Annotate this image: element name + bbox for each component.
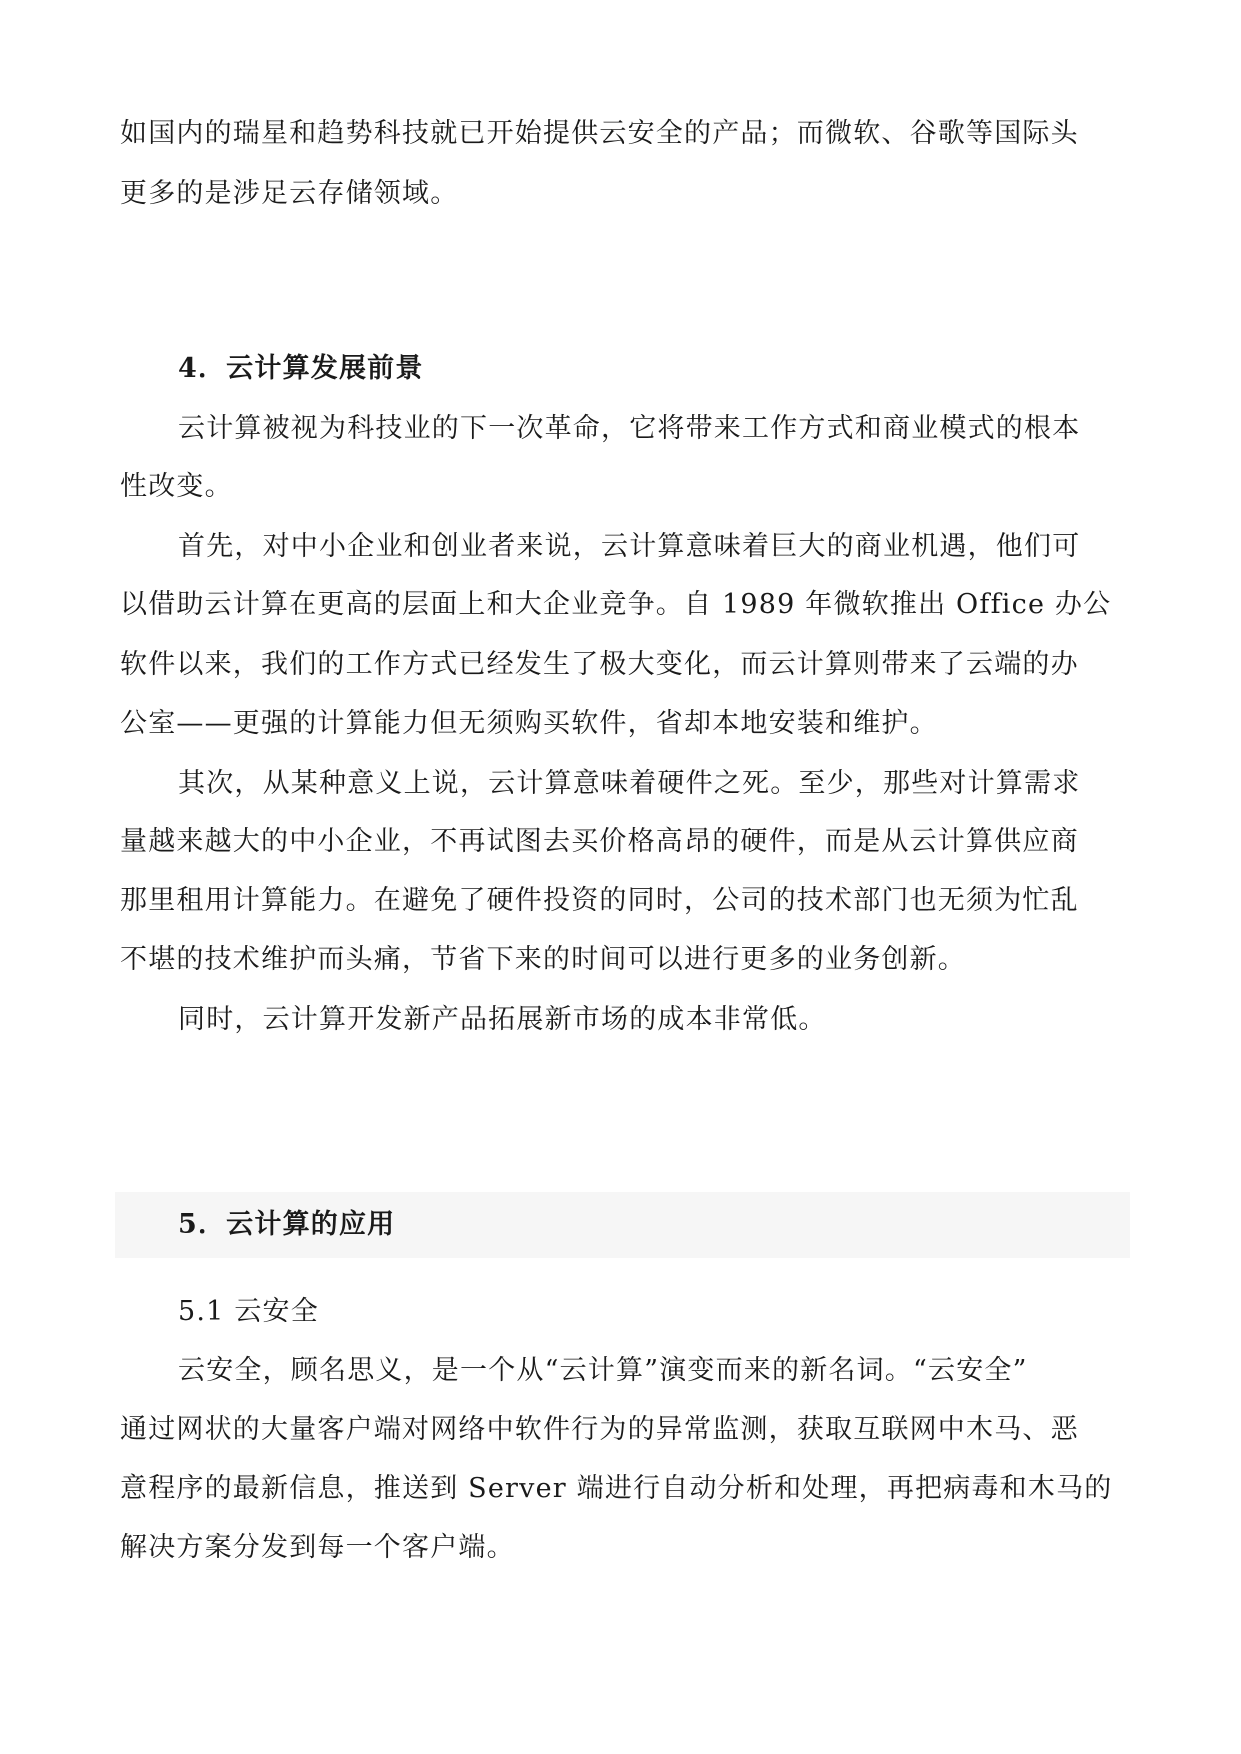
paragraph-line: 云计算被视为科技业的下一次革命，它将带来工作方式和商业模式的根本 [178, 413, 1081, 444]
subsection-heading: 5.1 云安全 [178, 1296, 319, 1327]
paragraph-line: 意程序的最新信息，推送到 Server 端进行自动分析和处理，再把病毒和木马的 [120, 1473, 1113, 1504]
paragraph-line: 公室——更强的计算能力但无须购买软件，省却本地安装和维护。 [120, 708, 938, 739]
paragraph-line: 云安全，顾名思义，是一个从“云计算”演变而来的新名词。“云安全” [178, 1355, 1028, 1386]
paragraph-line: 解决方案分发到每一个客户端。 [120, 1532, 515, 1563]
paragraph-line: 以借助云计算在更高的层面上和大企业竞争。自 1989 年微软推出 Office 办公 [120, 589, 1112, 620]
paragraph-line: 其次，从某种意义上说，云计算意味着硬件之死。至少，那些对计算需求 [178, 768, 1081, 799]
paragraph-line: 如国内的瑞星和趋势科技就已开始提供云安全的产品；而微软、谷歌等国际头 [120, 118, 1079, 149]
paragraph-line: 首先，对中小企业和创业者来说，云计算意味着巨大的商业机遇，他们可 [178, 531, 1081, 562]
section-heading: 5．云计算的应用 [178, 1209, 396, 1240]
paragraph-line: 通过网状的大量客户端对网络中软件行为的异常监测，获取互联网中木马、恶 [120, 1414, 1079, 1445]
paragraph-line: 性改变。 [120, 471, 233, 502]
paragraph-line: 软件以来，我们的工作方式已经发生了极大变化，而云计算则带来了云端的办 [120, 649, 1079, 680]
section-heading: 4．云计算发展前景 [178, 353, 424, 384]
paragraph-line: 量越来越大的中小企业，不再试图去买价格高昂的硬件，而是从云计算供应商 [120, 826, 1079, 857]
paragraph-line: 那里租用计算能力。在避免了硬件投资的同时，公司的技术部门也无须为忙乱 [120, 885, 1079, 916]
paragraph-line: 不堪的技术维护而头痛，节省下来的时间可以进行更多的业务创新。 [120, 944, 966, 975]
paragraph-line: 同时，云计算开发新产品拓展新市场的成本非常低。 [178, 1004, 827, 1035]
paragraph-line: 更多的是涉足云存储领域。 [120, 178, 459, 209]
